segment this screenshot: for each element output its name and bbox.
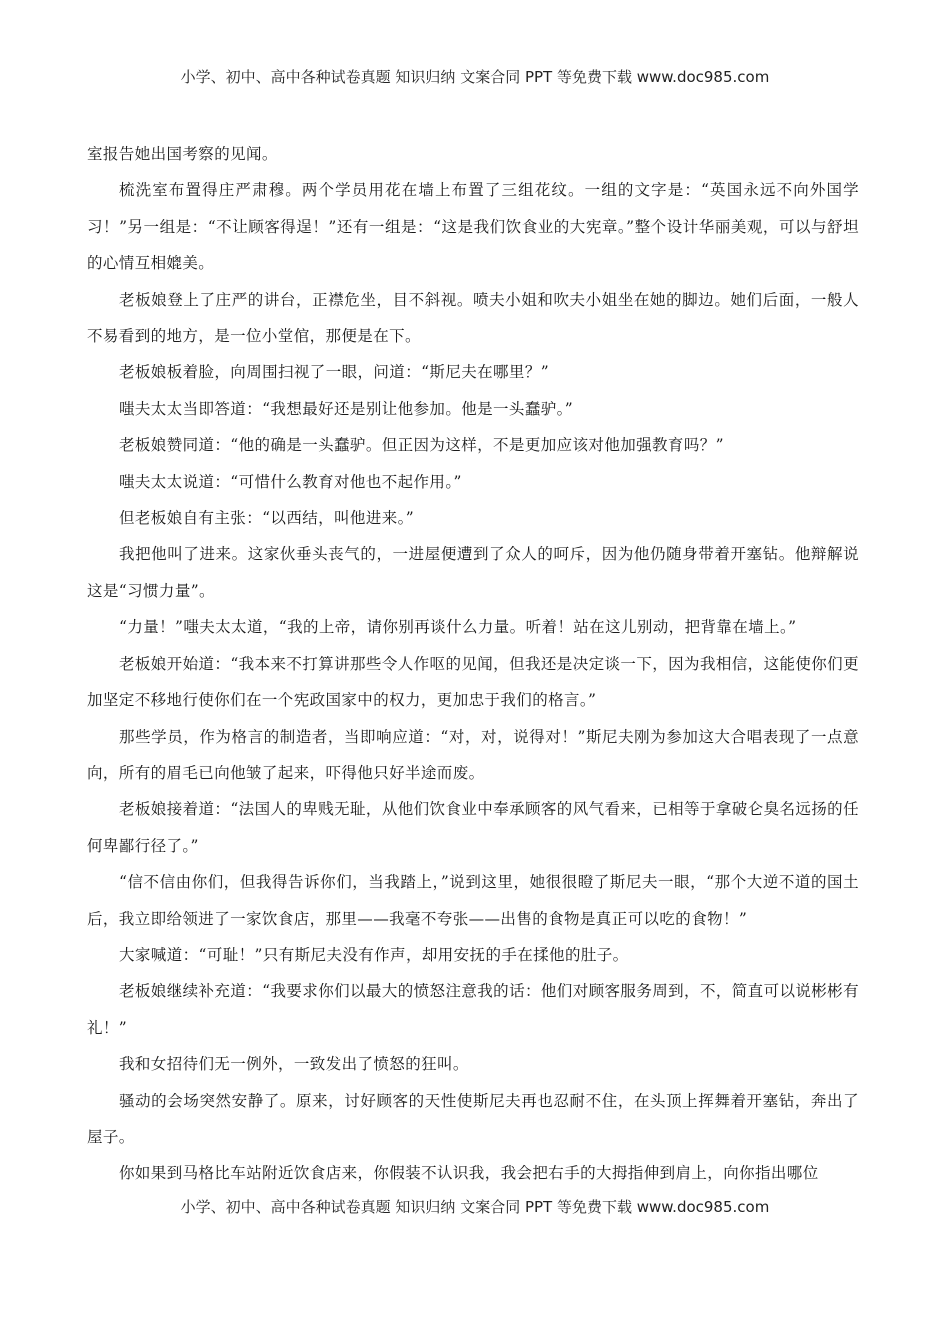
document-body (87, 136, 859, 1192)
paragraph: 嗤夫太太当即答道：“我想最好还是别让他参加。他是一头蠢驴。” (119, 399, 574, 418)
page-footer-banner: 小学、初中、高中各种试卷真题 知识归纳 文案合同 PPT 等免费下载 www.doc985.com (180, 1198, 770, 1216)
paragraph: 我把他叫了进来。这家伙垂头丧气的，一进屋便遭到了众人的呵斥，因为他仍随身带着开塞钻。他辩解说这是“习惯力量”。 (87, 545, 859, 600)
paragraph: 老板娘接着道：“法国人的卑贱无耻，从他们饮食业中奉承顾客的风气看来，已相等于拿破仑臭名远扬的任何卑鄙行径了。” (87, 800, 859, 855)
paragraph: 那些学员，作为格言的制造者，当即响应道：“对，对，说得对！”斯尼夫刚为参加这大合唱表现了一点意向，所有的眉毛已向他皱了起来，吓得他只好半途而废。 (87, 727, 859, 782)
paragraph: 但老板娘自有主张：“以西结，叫他进来。” (119, 509, 415, 528)
paragraph: 室报告她出国考察的见闻。 (87, 145, 278, 163)
paragraph: 梳洗室布置得庄严肃穆。两个学员用花在墙上布置了三组花纹。一组的文字是：“英国永远不向外国学习！”另一组是：“不让顾客得逞！”还有一组是：“这是我们饮食业的大宪章。”整个设计华丽美观，可以与舒坦的心情互相媲美。 (87, 181, 859, 273)
paragraph: “信不信由你们，但我得告诉你们，当我踏上，”说到这里，她很很瞪了斯尼夫一眼，“那个大逆不道的国土后，我立即给领进了一家饮食店，那里——我毫不夸张——出售的食物是真正可以吃的食物！” (87, 873, 859, 928)
paragraph: 我和女招待们无一例外，一致发出了愤怒的狂叫。 (119, 1055, 469, 1074)
paragraph: 大家喊道：“可耻！”只有斯尼夫没有作声，却用安抚的手在揉他的肚子。 (119, 945, 629, 964)
paragraph: 你如果到马格比车站附近饮食店来，你假装不认识我，我会把右手的大拇指伸到肩上，向你指出哪位 (119, 1164, 819, 1183)
page-header-banner: 小学、初中、高中各种试卷真题 知识归纳 文案合同 PPT 等免费下载 www.doc985.com (180, 68, 770, 86)
paragraph: 老板娘继续补充道：“我要求你们以最大的愤怒注意我的话：他们对顾客服务周到，不，简直可以说彬彬有礼！” (87, 982, 859, 1037)
paragraph: 骚动的会场突然安静了。原来，讨好顾客的天性使斯尼夫再也忍耐不住，在头顶上挥舞着开塞钻，奔出了屋子。 (87, 1091, 859, 1146)
paragraph: 嗤夫太太说道：“可惜什么教育对他也不起作用。” (119, 472, 462, 491)
paragraph: 老板娘登上了庄严的讲台，正襟危坐，目不斜视。喷夫小姐和吹夫小姐坐在她的脚边。她们后面，一般人不易看到的地方，是一位小堂倌，那便是在下。 (87, 290, 859, 346)
paragraph: 老板娘赞同道：“他的确是一头蠢驴。但正因为这样，不是更加应该对他加强教育吗？” (119, 436, 724, 455)
paragraph: “力量！”嗤夫太太道，“我的上帝，请你别再谈什么力量。听着！站在这儿别动，把背靠在墙上。” (119, 618, 797, 637)
paragraph: 老板娘开始道：“我本来不打算讲那些令人作呕的见闻，但我还是决定谈一下，因为我相信，这能使你们更加坚定不移地行使你们在一个宪政国家中的权力，更加忠于我们的格言。” (87, 654, 859, 710)
paragraph: 老板娘板着脸，向周围扫视了一眼，问道：“斯尼夫在哪里？” (119, 363, 550, 382)
